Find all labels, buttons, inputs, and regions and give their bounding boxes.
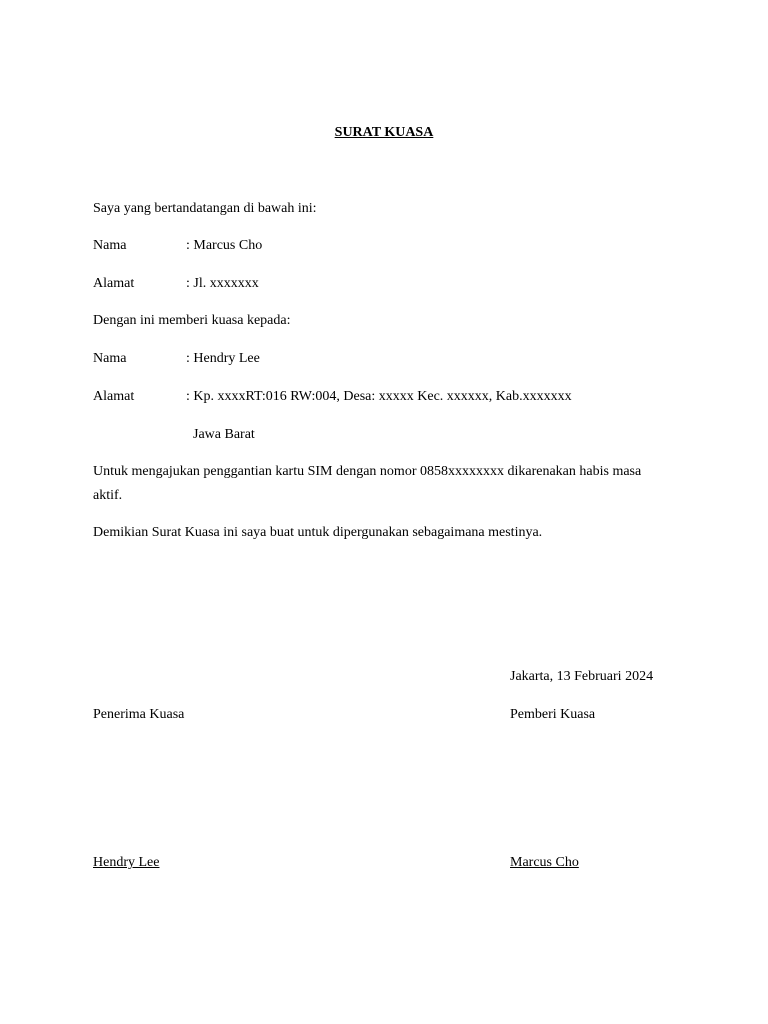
grantor-name-label: Nama [93, 238, 127, 253]
grantee-signature-name: Hendry Lee [93, 855, 160, 870]
grantor-address-value: : Jl. xxxxxxx [186, 276, 259, 291]
grantee-role-label: Penerima Kuasa [93, 707, 185, 722]
grantee-name-label: Nama [93, 351, 127, 366]
grantor-name-value: : Marcus Cho [186, 238, 263, 253]
grantor-role-label: Pemberi Kuasa [510, 707, 596, 722]
grantor-address-label: Alamat [93, 276, 135, 291]
grantee-address-value-line1: : Kp. xxxxRT:016 RW:004, Desa: xxxxx Kec. xxxxxx, Kab.xxxxxxx [186, 389, 572, 404]
grantor-signature-name: Marcus Cho [510, 855, 579, 870]
closing-paragraph: Demikian Surat Kuasa ini saya buat untuk dipergunakan sebagaimana mestinya. [93, 525, 543, 540]
grantee-address-label: Alamat [93, 389, 135, 404]
intro-text: Saya yang bertandatangan di bawah ini: [93, 201, 317, 216]
grantee-name-value: : Hendry Lee [186, 351, 260, 366]
document-title: SURAT KUASA [334, 125, 434, 140]
place-date: Jakarta, 13 Februari 2024 [510, 669, 654, 684]
grantee-address-value-line2: Jawa Barat [193, 427, 255, 442]
purpose-paragraph: Untuk mengajukan penggantian kartu SIM dengan nomor 0858xxxxxxxx dikarenakan habis masa aktif. [93, 464, 642, 503]
transition-text: Dengan ini memberi kuasa kepada: [93, 313, 291, 328]
